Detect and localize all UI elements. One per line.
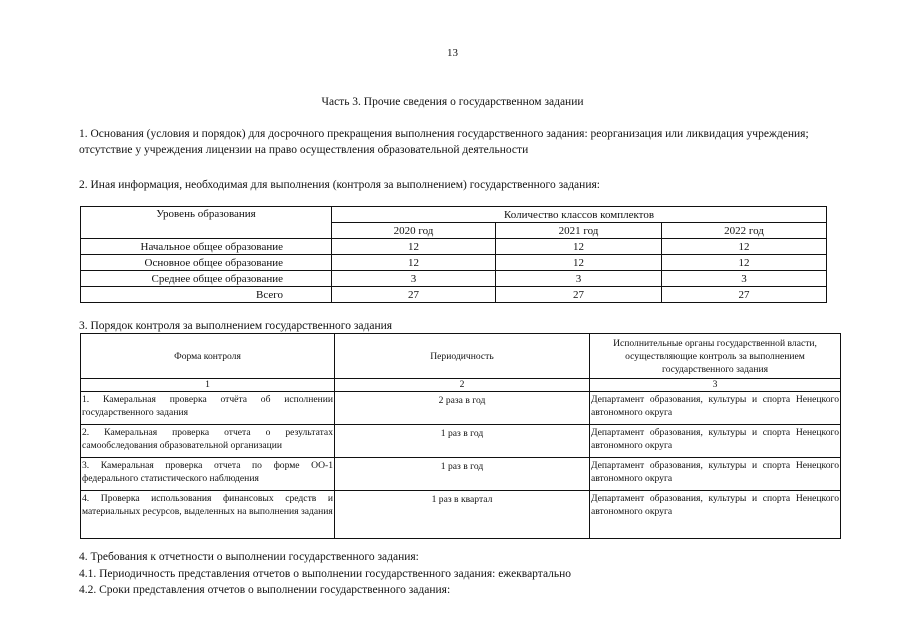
control-body-cell: Департамент образования, культуры и спорта Ненецкого автономного округа [590, 425, 841, 458]
header-control-bodies: Исполнительные органы государственной власти, осуществляющие контроль за выполнением государственного задания [590, 334, 841, 379]
header-education-level: Уровень образования [81, 207, 332, 239]
control-body-cell: Департамент образования, культуры и спорта Ненецкого автономного округа [590, 491, 841, 539]
column-number: 1 [81, 379, 335, 392]
periodicity-cell: 1 раз в год [335, 458, 590, 491]
header-control-form: Форма контроля [81, 334, 335, 379]
table-row [81, 271, 827, 287]
education-level-cell: Среднее общее образование [81, 271, 332, 287]
control-form-cell: 4. Проверка использования финансовых средств и материальных ресурсов, выделенных на выполнения задания [81, 491, 335, 539]
table-row [81, 491, 841, 539]
class-count-cell: 12 [496, 255, 662, 271]
header-year: 2022 год [662, 223, 827, 239]
class-count-cell: 12 [332, 255, 496, 271]
education-level-cell: Начальное общее образование [81, 239, 332, 255]
control-body-cell: Департамент образования, культуры и спорта Ненецкого автономного округа [590, 392, 841, 425]
section-3-control-order: 3. Порядок контроля за выполнением государственного задания [79, 320, 393, 332]
section-1-termination-grounds: 1. Основания (условия и порядок) для досрочного прекращения выполнения государственного задания: реорганизация или ликвидация учреждения; отсутствие у учреждения лицензии на право осуществления образовательной деятельности [79, 128, 809, 156]
class-count-cell: 3 [662, 271, 827, 287]
table-row [81, 425, 841, 458]
header-year: 2021 год [496, 223, 662, 239]
education-level-cell: Всего [81, 287, 332, 303]
table-row [81, 458, 841, 491]
periodicity-cell: 2 раза в год [335, 392, 590, 425]
control-form-cell: 1. Камеральная проверка отчёта об исполнении государственного задания [81, 392, 335, 425]
section-4-reporting-requirements: 4. Требования к отчетности о выполнении государственного задания: [79, 551, 419, 563]
column-number: 2 [335, 379, 590, 392]
class-count-table [80, 206, 827, 303]
table-row [81, 255, 827, 271]
class-count-cell: 27 [332, 287, 496, 303]
class-count-cell: 3 [332, 271, 496, 287]
table-row [81, 239, 827, 255]
part-title: Часть 3. Прочие сведения о государственном задании [321, 96, 584, 108]
class-count-cell: 12 [662, 255, 827, 271]
control-table [80, 333, 841, 539]
control-form-cell: 3. Камеральная проверка отчета по форме ОО-1 федерального статистического наблюдения [81, 458, 335, 491]
header-periodicity: Периодичность [335, 334, 590, 379]
periodicity-cell: 1 раз в квартал [335, 491, 590, 539]
column-number: 3 [590, 379, 841, 392]
class-count-cell: 27 [662, 287, 827, 303]
class-count-cell: 12 [662, 239, 827, 255]
periodicity-cell: 1 раз в год [335, 425, 590, 458]
class-count-cell: 27 [496, 287, 662, 303]
control-form-cell: 2. Камеральная проверка отчета о результатах самообследования образовательной организации [81, 425, 335, 458]
control-body-cell: Департамент образования, культуры и спорта Ненецкого автономного округа [590, 458, 841, 491]
table-row-total [81, 287, 827, 303]
page-number: 13 [447, 47, 458, 59]
section-4-2-report-deadlines: 4.2. Сроки представления отчетов о выполнении государственного задания: [79, 584, 451, 596]
education-level-cell: Основное общее образование [81, 255, 332, 271]
section-4-1-report-frequency: 4.1. Периодичность представления отчетов о выполнении государственного задания: ежеквартально [79, 568, 572, 580]
table-row [81, 392, 841, 425]
class-count-cell: 3 [496, 271, 662, 287]
header-year: 2020 год [332, 223, 496, 239]
class-count-cell: 12 [332, 239, 496, 255]
class-count-cell: 12 [496, 239, 662, 255]
header-class-count: Количество классов комплектов [332, 207, 827, 223]
section-2-other-info: 2. Иная информация, необходимая для выполнения (контроля за выполнением) государственного задания: [79, 179, 600, 191]
